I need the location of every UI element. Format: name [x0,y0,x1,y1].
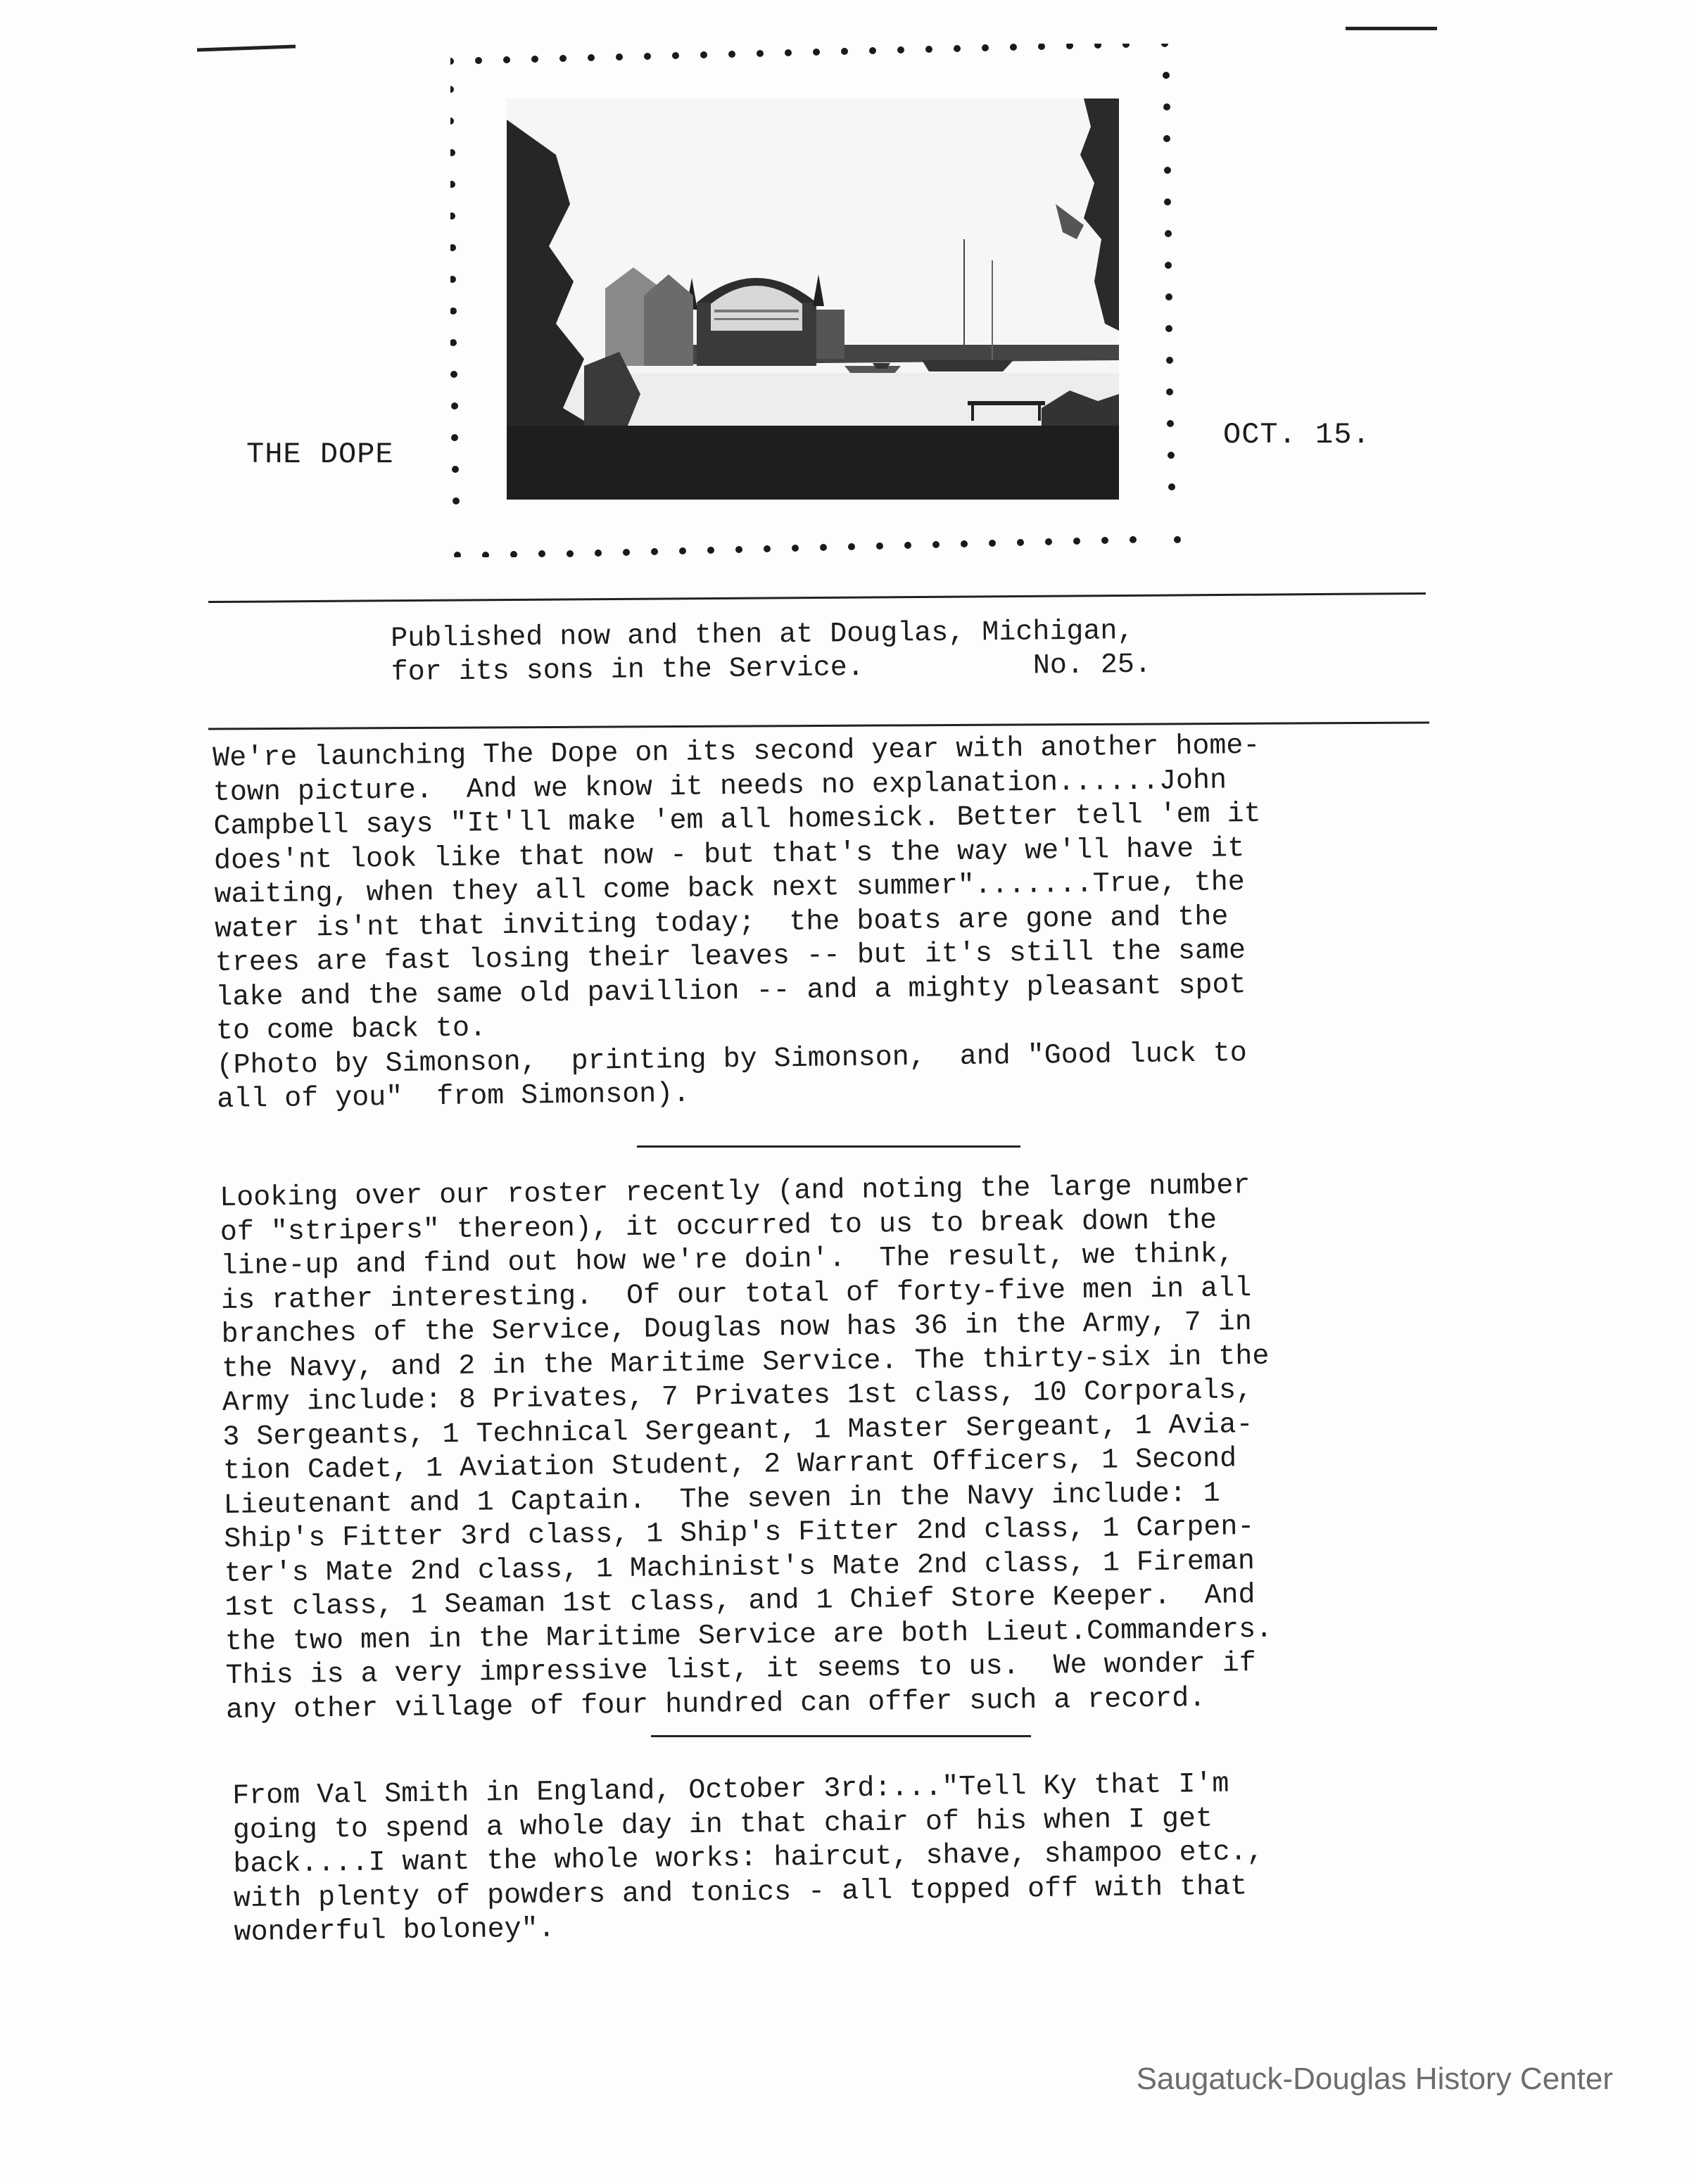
text-line: to come back to. [215,1012,487,1048]
paragraph-val-smith [232,1767,1265,1950]
section-divider-1 [637,1145,1020,1148]
text-line: We're launching The Dope on its second year with another home- [213,730,1260,775]
text-line: all of you" from Simonson). [216,1078,690,1116]
text-line: Lieutenant and 1 Captain. The seven in the Navy include: 1 [223,1478,1221,1522]
text-line: wonderful boloney". [234,1913,555,1949]
paragraph-roster [220,1169,1274,1728]
text-line: the two men in the Maritime Service are both Lieut.Commanders. [224,1613,1273,1658]
text-line: town picture. And we know it needs no explanation......John [213,764,1227,809]
text-line: back....I want the whole works: haircut, shave, shampoo etc., [233,1836,1264,1881]
corner-mark-left [197,45,296,52]
text-line: with plenty of powders and tonics - all topped off with that [233,1870,1248,1915]
text-line: branches of the Service, Douglas now has 36 in the Army, 7 in [221,1307,1253,1351]
text-line: line-up and find out how we're doin'. The result, we think, [220,1238,1234,1283]
text-line: the Navy, and 2 in the Maritime Service. The thirty-six in the [221,1340,1270,1385]
text-line: lake and the same old pavillion -- and a mighty pleasant spot [215,969,1246,1014]
text-line: Army include: 8 Privates, 7 Privates 1st class, 10 Corporals, [222,1375,1253,1419]
corner-mark-right [1346,27,1437,30]
newsletter-title: THE DOPE [246,438,394,471]
text-line: waiting, when they all come back next summer".......True, the [214,867,1246,911]
text-line: of "stripers" thereon), it occurred to us to break down the [220,1205,1217,1249]
text-line: 3 Sergeants, 1 Technical Sergeant, 1 Master Sergeant, 1 Avia- [222,1409,1253,1454]
text-line: This is a very impressive list, it seems to us. We wonder if [225,1648,1256,1692]
text-line: does'nt look like that now - but that's the way we'll have it [213,832,1245,877]
publication-line-1: Published now and then at Douglas, Michigan, [391,615,1134,655]
rule-top-2 [208,721,1429,730]
issue-number: No. 25. [1032,649,1152,682]
section-divider-2 [651,1735,1031,1737]
text-line: From Val Smith in England, October 3rd:..."Tell Ky that I'm [232,1768,1229,1812]
text-line: Looking over our roster recently (and noting the large number [220,1170,1251,1214]
pavilion-photo [507,99,1119,500]
issue-date: OCT. 15. [1223,418,1371,452]
text-line: going to spend a whole day in that chair of his when I get [232,1803,1213,1847]
text-line: ter's Mate 2nd class, 1 Machinist's Mate 2nd class, 1 Fireman [224,1545,1255,1590]
text-line: trees are fast losing their leaves -- but it's still the same [215,935,1246,979]
text-line: tion Cadet, 1 Aviation Student, 2 Warrant Officers, 1 Second [222,1443,1237,1487]
text-line: Campbell says "It'll make 'em all homesick. Better tell 'em it [213,798,1261,843]
archive-watermark: Saugatuck-Douglas History Center [1136,2062,1613,2096]
text-line: Ship's Fitter 3rd class, 1 Ship's Fitter 2nd class, 1 Carpen- [223,1511,1255,1556]
text-line: any other village of four hundred can offer such a record. [225,1682,1206,1727]
publication-info [391,615,1151,690]
pavilion-photo-drawing [507,99,1119,500]
text-line: water is'nt that inviting today; the boats are gone and the [214,901,1229,946]
publication-line-2: for its sons in the Service. [391,652,865,689]
rule-top-1 [208,592,1426,603]
text-line: (Photo by Simonson, printing by Simonson, and "Good luck to [216,1037,1248,1082]
paragraph-launch [213,730,1265,1118]
text-line: 1st class, 1 Seaman 1st class, and 1 Chief Store Keeper. And [224,1580,1255,1624]
text-line: is rather interesting. Of our total of forty-five men in all [220,1272,1252,1317]
